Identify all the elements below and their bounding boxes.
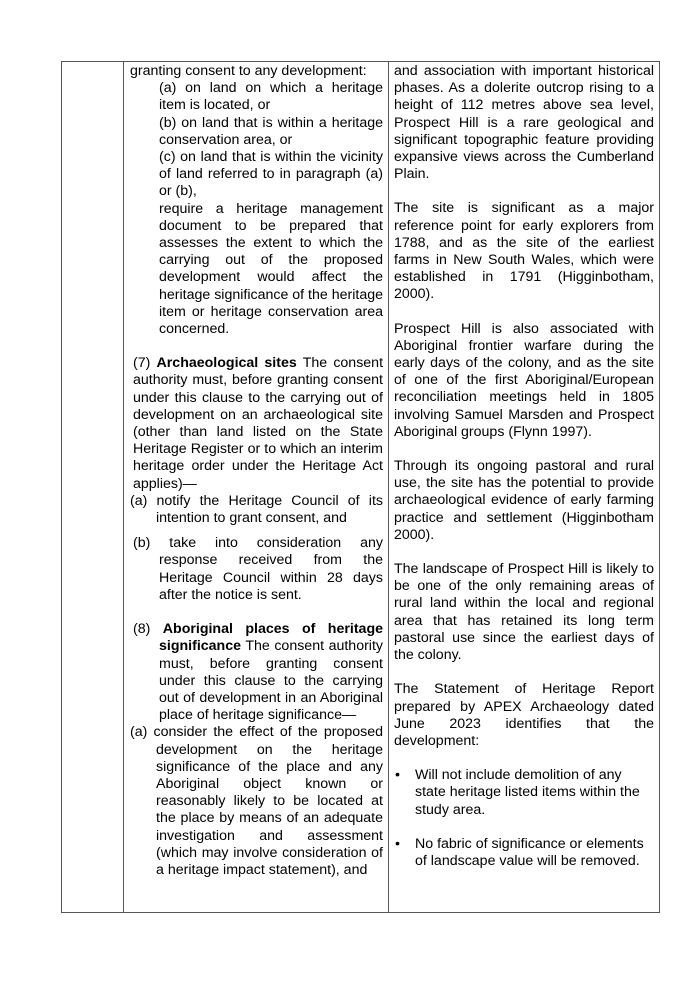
clause-7-item-b: (b) take into consideration any response received from the Heritage Council within 28 days after the notice is sent. [133,535,383,603]
assessment-bullet-list [394,767,654,870]
bullet-icon: • [395,767,400,784]
assessment-para-6: The Statement of Heritage Report prepared by APEX Archaeology dated June 2023 identifies that the development: [394,681,654,749]
assessment-para-2: The site is significant as a major reference point for early explorers from 1788, and as the site of the earliest farms in New South Wales, which were established in 1791 (Higginbotham, 2000). [394,200,654,303]
assessment-para-4: Through its ongoing pastoral and rural use, the site has the potential to provide archaeological evidence of early farming practice and settlement (Higginbotham 2000). [394,458,654,543]
clause-7 [130,355,383,493]
assessment-para-1: and association with important historical phases. As a dolerite outcrop rising to a height of 112 metres above sea level, Prospect Hill is a rare geological and significant topographic feature providing expansive views across the Cumberland Plain. [394,63,654,183]
clause-8-item-a: (a) consider the effect of the proposed development on the heritage significance of the place and any Aboriginal object known or reasonably likely to be located at the place by means of an adequate investigation and assessment (which may involve consideration of a heritage impact statement), and [130,724,383,878]
clause-item-b: (b) on land that is within a heritage conservation area, or [159,114,383,148]
clause-item-a: (a) on land on which a heritage item is located, or [159,80,383,114]
bullet-text: No fabric of significance or elements of landscape value will be removed. [415,835,644,869]
heritage-table [61,61,660,913]
bullet-icon: • [395,835,400,852]
clause-7-heading: Archaeological sites [156,355,297,372]
clause-7-number: (7) [133,355,157,372]
bullet-item [394,767,654,819]
bullet-item [394,836,654,870]
clause-8 [133,621,383,724]
column-divider-2 [388,62,389,912]
clause-8-text: The consent authority must, before granting consent under this clause to the carrying out of development in an Aboriginal place of heritage significance— [159,638,383,724]
clause-7-text: The consent authority must, before granting consent under this clause to the carrying out of development on an archaeological site (other than land listed on the State Heritage Register or to which an interim heritage order under the Heritage Act applies)— [133,355,384,492]
clause-require-text: require a heritage management document to be prepared that assesses the extent to which the carrying out of the proposed development would affect the heritage significance of the heritage item or heritage conservation area concerned. [159,200,383,338]
clause-intro: granting consent to any development: [130,63,367,79]
assessment-para-5: The landscape of Prospect Hill is likely to be one of the only remaining areas of rural land within the local and regional area that has retained its long term pastoral use since the earliest days of the colony. [394,561,654,664]
column-divider-1 [123,62,124,912]
clause-7-item-a: (a) notify the Heritage Council of its intention to grant consent, and [130,492,383,527]
assessment-para-3: Prospect Hill is also associated with Aboriginal frontier warfare during the early days of the colony, and as the site of one of the first Aboriginal/European reconciliation meetings held in 1805 involving Samuel Marsden and Prospect Aboriginal groups (Flynn 1997). [394,320,654,440]
clause-8-heading: Aboriginal places of heritage significance [159,621,383,655]
assessment-column [394,63,654,870]
clause-column [130,63,383,879]
bullet-text: Will not include demolition of any state heritage listed items within the study area. [415,767,640,818]
clause-item-c: (c) on land that is within the vicinity of land referred to in paragraph (a) or (b), [159,149,383,200]
clause-8-number: (8) [133,621,163,638]
